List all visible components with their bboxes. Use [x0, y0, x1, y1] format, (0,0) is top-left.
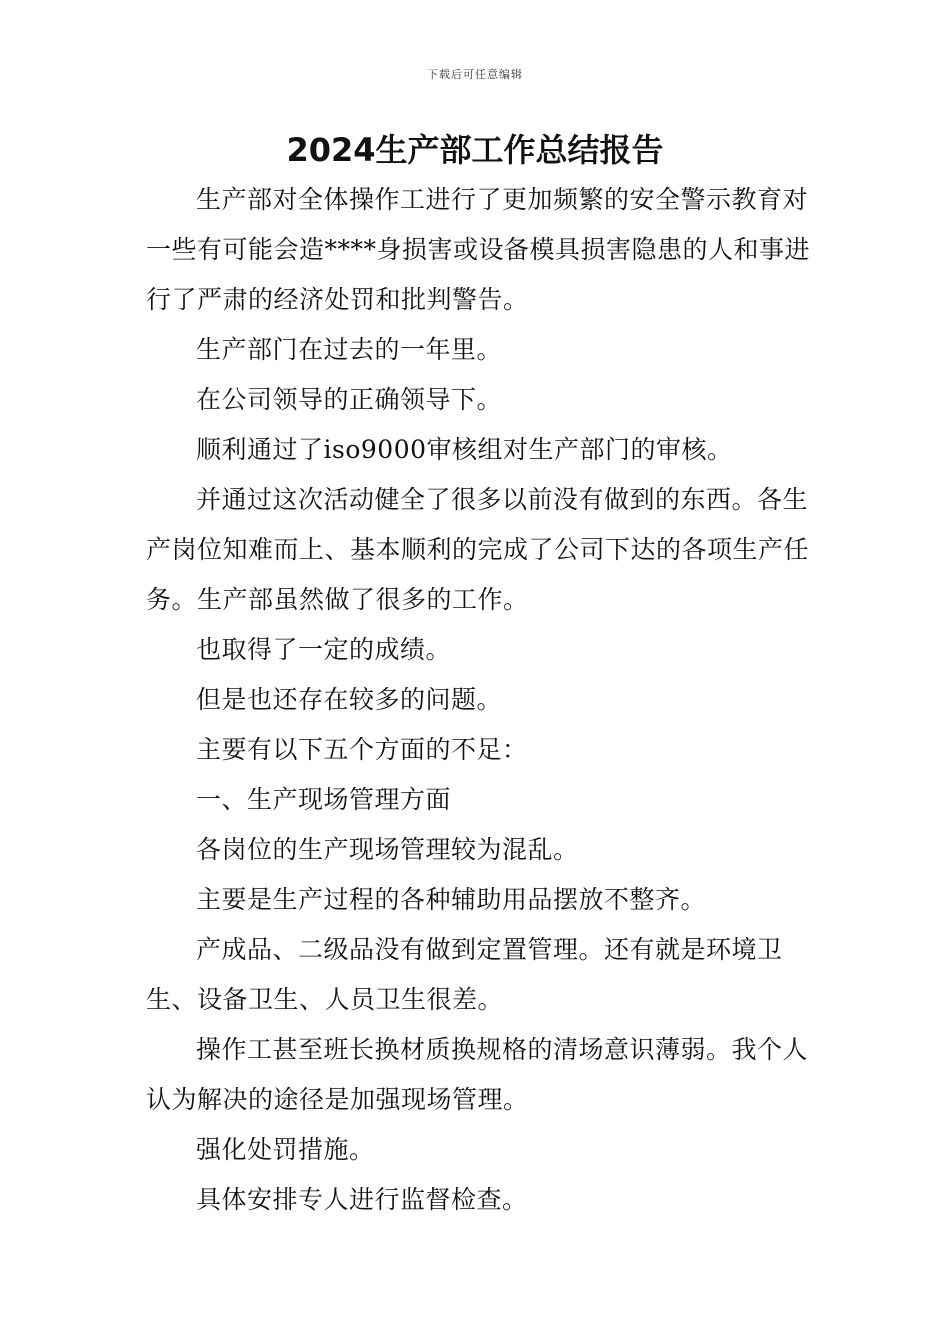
paragraph: 主要是生产过程的各种辅助用品摆放不整齐。 — [196, 885, 707, 914]
paragraph: 具体安排专人进行监督检查。 — [196, 1185, 528, 1214]
document-title: 2024生产部工作总结报告 — [286, 131, 664, 169]
paragraph: 在公司领导的正确领导下。 — [196, 385, 503, 414]
header-note: 下载后可任意编辑 — [427, 68, 523, 81]
paragraph: 生产部门在过去的一年里。 — [196, 335, 503, 364]
paragraph: 主要有以下五个方面的不足： — [196, 735, 528, 764]
document-body — [146, 175, 810, 1225]
paragraph: 并通过这次活动健全了很多以前没有做到的东西。各生产岗位知难而上、基本顺利的完成了公司下达的各项生产任务。生产部虽然做了很多的工作。 — [146, 485, 810, 614]
paragraph: 各岗位的生产现场管理较为混乱。 — [196, 835, 579, 864]
paragraph: 也取得了一定的成绩。 — [196, 635, 452, 664]
paragraph: 但是也还存在较多的问题。 — [196, 685, 503, 714]
paragraph: 强化处罚措施。 — [196, 1135, 375, 1164]
paragraph: 产成品、二级品没有做到定置管理。还有就是环境卫生、设备卫生、人员卫生很差。 — [146, 935, 783, 1014]
paragraph: 生产部对全体操作工进行了更加频繁的安全警示教育对一些有可能会造****身损害或设备模具损害隐患的人和事进行了严肃的经济处罚和批判警告。 — [146, 185, 811, 314]
paragraph: 顺利通过了iso9000审核组对生产部门的审核。 — [196, 435, 733, 464]
section-heading: 一、生产现场管理方面 — [196, 785, 452, 814]
paragraph: 操作工甚至班长换材质换规格的清场意识薄弱。我个人认为解决的途径是加强现场管理。 — [146, 1035, 809, 1114]
